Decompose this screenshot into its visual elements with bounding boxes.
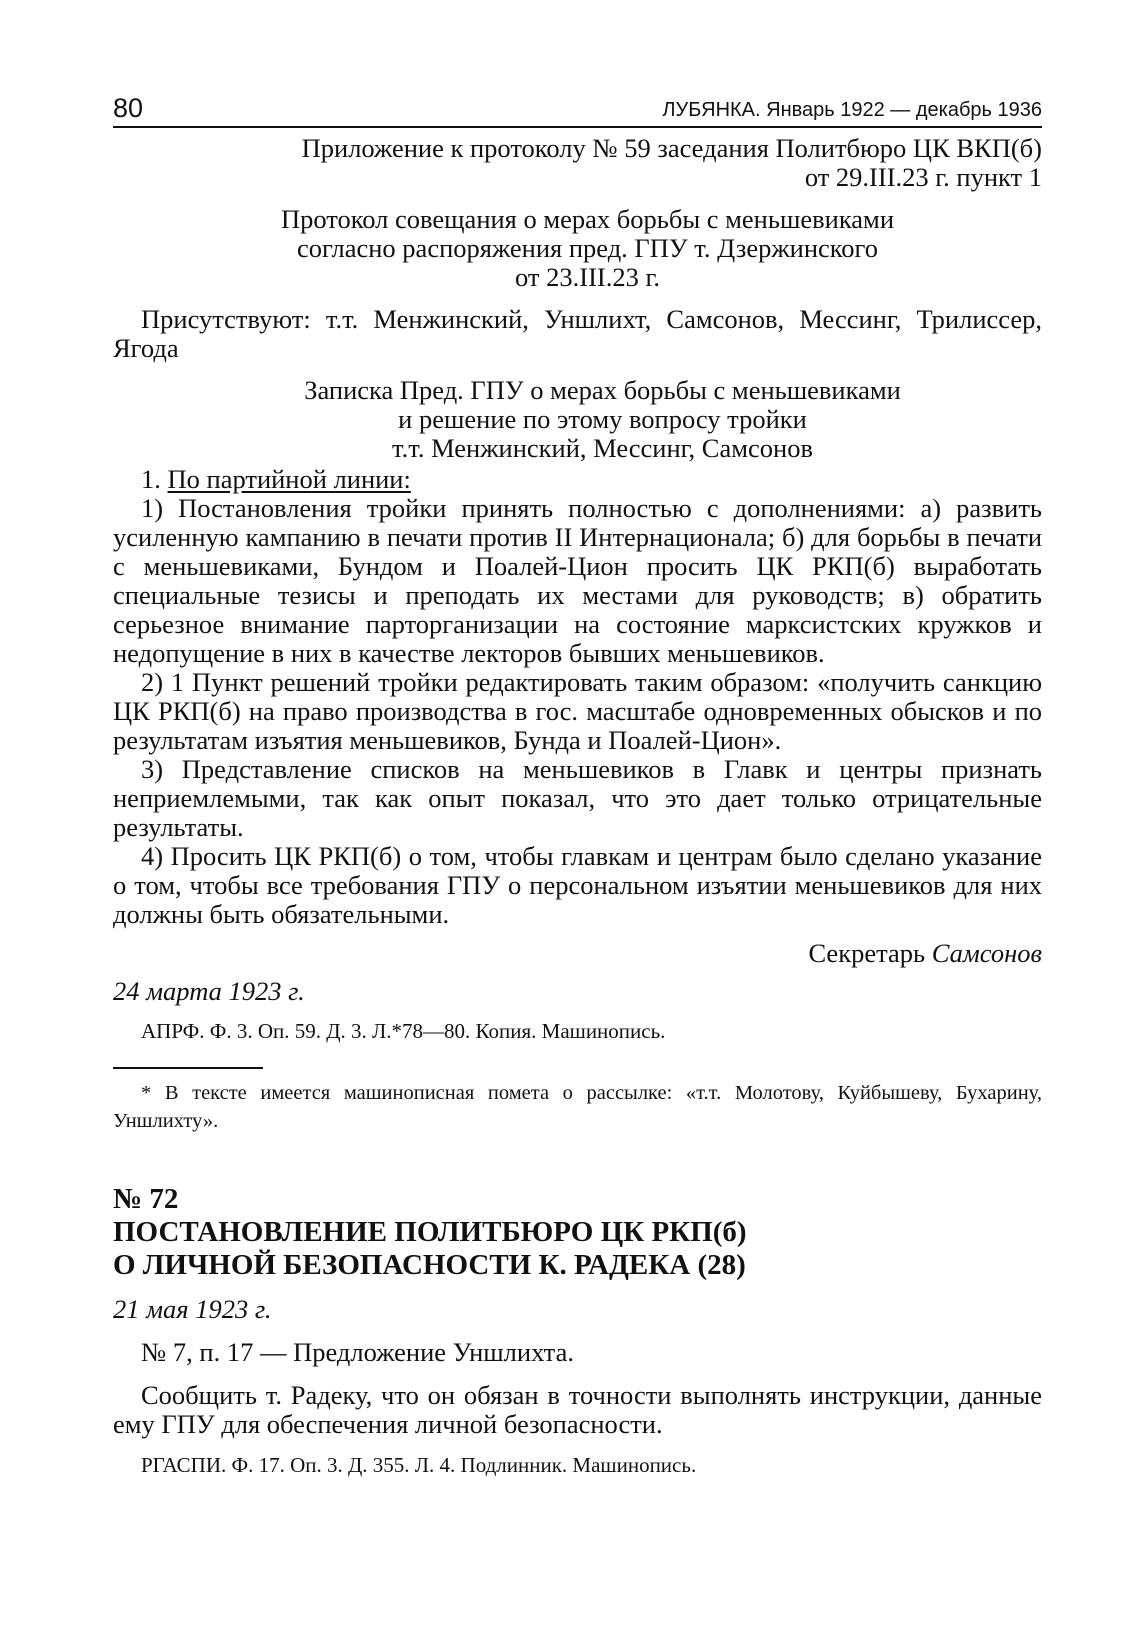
page-number: 80 bbox=[113, 93, 144, 123]
running-title: ЛУБЯНКА. Январь 1922 — декабрь 1936 bbox=[662, 99, 1042, 121]
document-72-archive-reference: РГАСПИ. Ф. 17. Оп. 3. Д. 355. Л. 4. Подлинник. Машинопись. bbox=[141, 1453, 697, 1477]
document-71-body bbox=[113, 134, 1042, 1135]
protocol-title-line-1: Протокол совещания о мерах борьбы с меньшевиками bbox=[280, 204, 895, 234]
protocol-title-line-2: согласно распоряжения пред. ГПУ т. Дзержинского bbox=[296, 233, 879, 263]
note-title-line-2: и решение по этому вопросу тройки bbox=[398, 404, 807, 434]
signature-title: Секретарь bbox=[808, 938, 932, 968]
attendees-paragraph: Присутствуют: т.т. Менжинский, Уншлихт, Самсонов, Мессинг, Трилиссер, Ягода bbox=[113, 304, 1042, 363]
document-72-text: Сообщить т. Радеку, что он обязан в точности выполнять инструкции, данные ему ГПУ для обеспечения личной безопасности. bbox=[113, 1380, 1042, 1439]
decision-item-1: 1) Постановления тройки принять полностью с дополнениями: а) развить усиленную кампанию в печати против II Интернационала; б) для борьбы в печати с меньшевиками, Бундом и Поалей-Цион просить ЦК РКП(б) выработать специальные тезисы и преподать их местами для руководств; в) обратить серьезное внимание парторганизации на состояние марксистских кружков и недопущение в них в качестве лекторов бывших меньшевиков. bbox=[113, 493, 1042, 668]
document-72-title-line-1: ПОСТАНОВЛЕНИЕ ПОЛИТБЮРО ЦК РКП(б) bbox=[113, 1216, 747, 1248]
document-72-date: 21 мая 1923 г. bbox=[113, 1294, 272, 1324]
document-72-title-line-2: О ЛИЧНОЙ БЕЗОПАСНОСТИ К. РАДЕКА (28) bbox=[113, 1249, 746, 1281]
appendix-line-1: Приложение к протоколу № 59 заседания Политбюро ЦК ВКП(б) bbox=[301, 133, 1042, 163]
section-heading bbox=[113, 465, 1042, 494]
signature-line bbox=[113, 939, 1042, 968]
appendix-line-2: от 29.III.23 г. пункт 1 bbox=[804, 162, 1042, 192]
signature-name: Самсонов bbox=[931, 938, 1042, 968]
decision-item-2: 2) 1 Пункт решений тройки редактировать таким образом: «получить санкцию ЦК РКП(б) на право производства в гос. масштабе одновременных обысков и по результатам изъятия меньшевиков, Бунда и Поалей-Цион». bbox=[113, 667, 1042, 755]
archive-reference: АПРФ. Ф. 3. Оп. 59. Д. 3. Л.*78—80. Копия. Машинопись. bbox=[141, 1019, 666, 1043]
appendix-heading bbox=[113, 134, 1042, 192]
protocol-title bbox=[113, 205, 1042, 292]
document-72 bbox=[113, 1183, 1042, 1479]
footnote-rule bbox=[113, 1067, 263, 1069]
protocol-title-line-3: от 23.III.23 г. bbox=[515, 262, 660, 292]
section-title: По партийной линии: bbox=[167, 464, 411, 494]
document-date: 24 марта 1923 г. bbox=[113, 976, 305, 1006]
decision-item-4: 4) Просить ЦК РКП(б) о том, чтобы главкам и центрам было сделано указание о том, чтобы все требования ГПУ о персональном изъятии меньшевиков для них должны быть обязательными. bbox=[113, 841, 1042, 929]
document-72-number: № 72 bbox=[113, 1183, 179, 1215]
running-header bbox=[113, 92, 1042, 128]
footnote: * В тексте имеется машинописная помета о рассылке: «т.т. Молотову, Куйбышеву, Бухарину, Уншлихту». bbox=[113, 1082, 1042, 1132]
document-72-body bbox=[113, 1295, 1042, 1479]
note-title bbox=[113, 376, 1042, 463]
note-title-line-1: Записка Пред. ГПУ о мерах борьбы с меньшевиками bbox=[304, 375, 901, 405]
section-number: 1. bbox=[141, 464, 168, 494]
document-72-reference: № 7, п. 17 — Предложение Уншлихта. bbox=[141, 1337, 574, 1367]
decision-item-3: 3) Представление списков на меньшевиков в Главк и центры признать неприемлемыми, так как опыт показал, что это дает только отрицательные результаты. bbox=[113, 754, 1042, 842]
document-page bbox=[113, 92, 1042, 1479]
note-title-line-3: т.т. Менжинский, Мессинг, Самсонов bbox=[392, 433, 813, 463]
